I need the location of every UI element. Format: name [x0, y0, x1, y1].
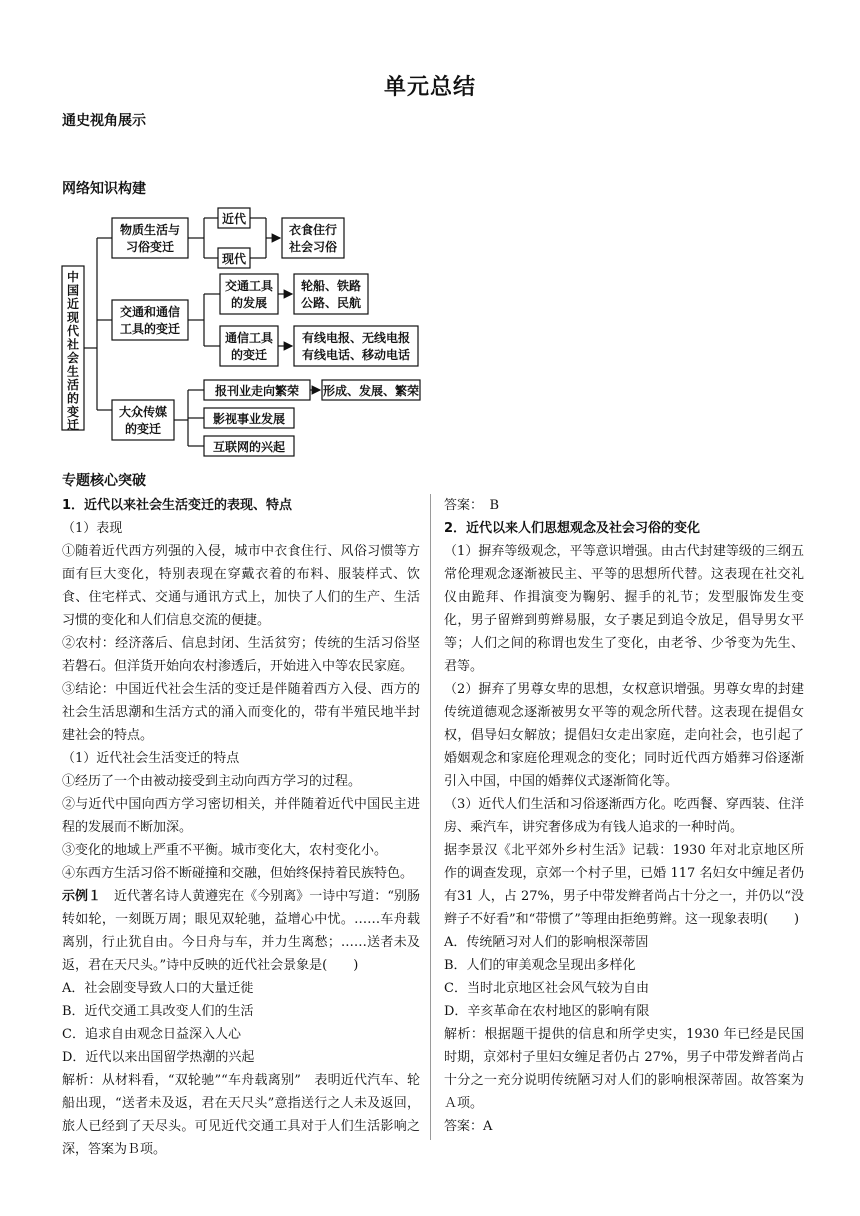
text-paragraph: ③结论：中国近代社会生活的变迁是伴随着西方入侵、西方的社会生活思潮和生活方式的涌入而变化的，带有半殖民地半封建社会的特点。: [62, 682, 420, 743]
text-paragraph: D．近代以来出国留学热潮的兴起: [62, 1050, 255, 1065]
svg-text:变: 变: [66, 405, 80, 419]
text-paragraph: 1．近代以来社会生活变迁的表现、特点: [62, 498, 293, 513]
svg-text:的: 的: [66, 391, 80, 406]
right-column: [444, 494, 804, 1138]
left-column: [62, 494, 420, 1161]
text-paragraph: 据李景汉《北平郊外乡村生活》记载：1930 年对北京地区所作的调查发现，京郊一个村子里，已婚 117 名妇女中缠足者仍有31 人，占 27%，男子中带发辫者尚占十分之一，并仍以“没辫子不好看”和“带惯了”等理由拒绝剪辫。这一现象表明( ): [444, 843, 804, 927]
text-paragraph: C．追求自由观念日益深入人心: [62, 1027, 241, 1042]
svg-text:的发展: 的发展: [230, 296, 268, 310]
text-paragraph: D．辛亥革命在农村地区的影响有限: [444, 1004, 650, 1019]
svg-text:社: 社: [66, 337, 80, 352]
text-paragraph: 解析：从材料看，“双轮驰”“车舟载离别” 表明近代汽车、轮船出现，“送者未及返，君在天尺头”意指送行之人未及返回，旅人已经到了天尽头。可见近代交通工具对于人们生活影响之深，答案为Ｂ项。: [62, 1073, 420, 1157]
svg-text:社会习俗: 社会习俗: [288, 240, 338, 254]
svg-text:近代: 近代: [221, 212, 247, 226]
text-paragraph: 解析：根据题干提供的信息和所学史实，1930 年已经是民国时期，京郊村子里妇女缠足者仍占 27%，男子中带发辫者尚占十分之一充分说明传统陋习对人们的影响根深蒂固。故答案为Ａ项。: [444, 1027, 804, 1111]
column-divider: [430, 494, 431, 1140]
section-heading-core: 专题核心突破: [62, 473, 146, 489]
svg-text:通信工具: 通信工具: [224, 331, 274, 345]
svg-text:会: 会: [66, 351, 80, 365]
section-heading-network: 网络知识构建: [62, 181, 146, 197]
svg-text:中: 中: [66, 270, 80, 284]
svg-text:活: 活: [66, 378, 80, 392]
text-paragraph: （1）摒弃等级观念，平等意识增强。由古代封建等级的三纲五常伦理观念逐渐被民主、平等的思想所代替。这表现在社交礼仪由跪拜、作揖演变为鞠躬、握手的礼节；发型服饰发生变化，男子留辫到剪辫易服，女子裹足到追令放足，倡导男女平等；人们之间的称谓也发生了变化，由老爷、少爷变为先生、君等。: [444, 544, 804, 674]
text-paragraph: ①经历了一个由被动接受到主动向西方学习的过程。: [62, 774, 362, 789]
text-paragraph: ②农村：经济落后、信息封闭、生活贫穷；传统的生活习俗坚若磐石。但洋货开始向农村渗透后，开始进入中等农民家庭。: [62, 636, 420, 674]
text-paragraph: 示例１ 近代著名诗人黄遵宪在《今别离》一诗中写道：“别肠转如轮，一刻既万周；眼见双轮驰，益增心中忧。……车舟载离别，行止犹自由。今日舟与车，并力生离愁；……送者未及返，君在天尺头。”诗中反映的近代社会景象是( ): [62, 889, 420, 973]
text-paragraph: （1）近代社会生活变迁的特点: [62, 751, 240, 766]
text-paragraph: A．传统陋习对人们的影响根深蒂固: [444, 935, 649, 950]
svg-text:迁: 迁: [66, 418, 80, 432]
svg-text:的变迁: 的变迁: [230, 348, 268, 362]
svg-text:现代: 现代: [221, 252, 247, 266]
svg-text:近: 近: [66, 297, 80, 311]
example-label: 示例１: [62, 889, 102, 904]
svg-text:代: 代: [66, 324, 80, 338]
svg-text:现: 现: [66, 310, 80, 325]
svg-text:交通和通信: 交通和通信: [119, 305, 181, 319]
text-paragraph: B．人们的审美观念呈现出多样化: [444, 958, 636, 973]
text-paragraph: （2）摒弃了男尊女卑的思想，女权意识增强。男尊女卑的封建传统道德观念逐渐被男女平等的观念所代替。这表现在提倡女权，倡导妇女解放；提倡妇女走出家庭，走向社会，也引起了婚姻观念和家庭伦理观念的变化；同时近代西方婚葬习俗逐渐引入中国，中国的婚葬仪式逐渐简化等。: [444, 682, 804, 789]
text-paragraph: B．近代交通工具改变人们的生活: [62, 1004, 254, 1019]
svg-text:国: 国: [66, 283, 80, 298]
svg-text:有线电报、无线电报: 有线电报、无线电报: [301, 331, 411, 345]
text-paragraph: 答案：A: [444, 1119, 493, 1134]
section-heading-overview: 通史视角展示: [62, 113, 146, 129]
svg-text:大众传媒: 大众传媒: [118, 405, 168, 419]
svg-text:物质生活与: 物质生活与: [119, 223, 181, 237]
knowledge-mindmap: [0, 0, 860, 470]
svg-text:工具的变迁: 工具的变迁: [119, 322, 181, 336]
svg-text:公路、民航: 公路、民航: [300, 296, 362, 310]
text-paragraph: ②与近代中国向西方学习密切相关，并伴随着近代中国民主进程的发展而不断加深。: [62, 797, 420, 835]
svg-text:互联网的兴起: 互联网的兴起: [212, 440, 286, 454]
text-paragraph: ①随着近代西方列强的入侵，城市中衣食住行、风俗习惯等方面有巨大变化，特别表现在穿戴衣着的布料、服装样式、饮食、住宅样式、交通与通讯方式上，加快了人们的生产、生活习惯的变化和人们信息交流的便捷。: [62, 544, 420, 628]
svg-text:轮船、铁路: 轮船、铁路: [300, 279, 362, 293]
svg-text:交通工具: 交通工具: [224, 279, 274, 293]
text-paragraph: 2．近代以来人们思想观念及社会习俗的变化: [444, 521, 701, 536]
svg-text:形成、发展、繁荣: 形成、发展、繁荣: [322, 384, 420, 398]
text-paragraph: 答案： B: [444, 498, 500, 513]
page-title: 单元总结: [383, 75, 476, 100]
svg-text:生: 生: [66, 364, 80, 379]
text-paragraph: ③变化的地域上严重不平衡。城市变化大，农村变化小。: [62, 843, 388, 858]
text-paragraph: ④东西方生活习俗不断碰撞和交融，但始终保持着民族特色。: [62, 866, 414, 881]
svg-text:衣食住行: 衣食住行: [288, 223, 338, 237]
svg-text:报刊业走向繁荣: 报刊业走向繁荣: [214, 384, 300, 398]
text-paragraph: C．当时北京地区社会风气较为自由: [444, 981, 649, 996]
svg-text:习俗变迁: 习俗变迁: [125, 240, 175, 254]
svg-text:影视事业发展: 影视事业发展: [212, 412, 286, 426]
text-paragraph: A．社会剧变导致人口的大量迁徙: [62, 981, 254, 996]
text-paragraph: （1）表现: [62, 521, 123, 536]
svg-text:的变迁: 的变迁: [124, 422, 162, 436]
svg-text:有线电话、移动电话: 有线电话、移动电话: [301, 348, 411, 362]
text-paragraph: （3）近代人们生活和习俗逐渐西方化。吃西餐、穿西装、住洋房、乘汽车，讲究奢侈成为有钱人追求的一种时尚。: [444, 797, 804, 835]
root-label: [66, 269, 80, 432]
